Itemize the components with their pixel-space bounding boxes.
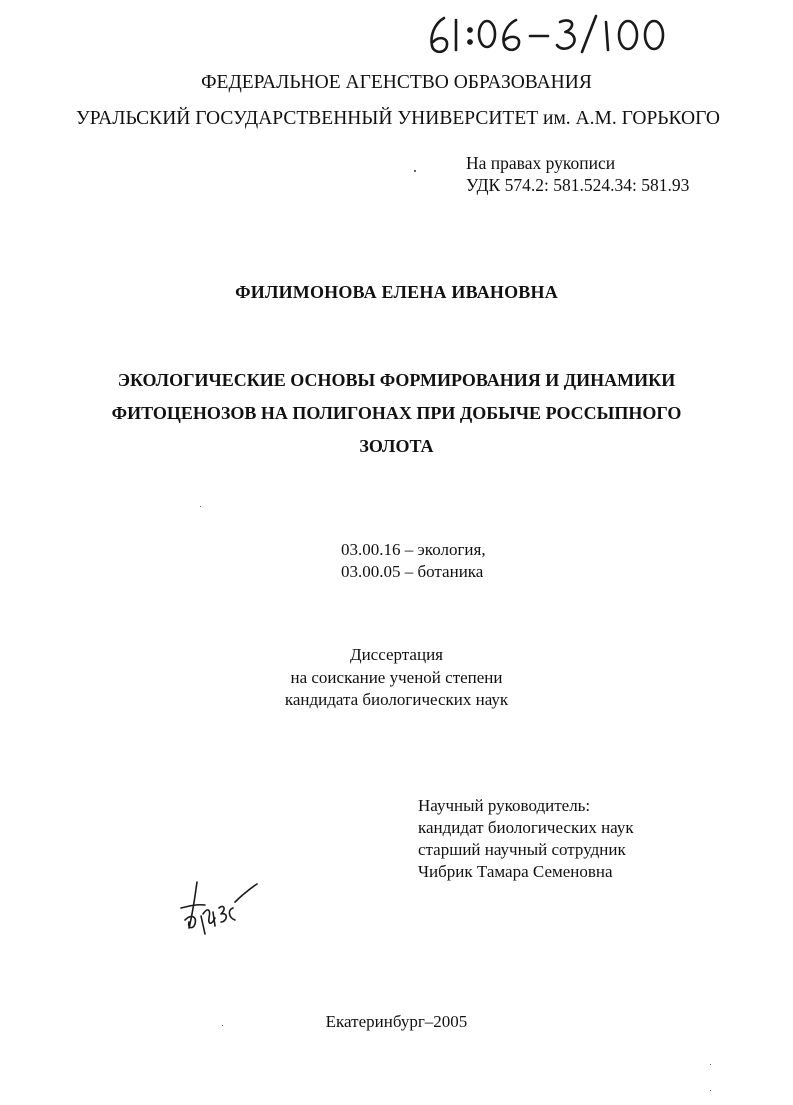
agency-name: ФЕДЕРАЛЬНОЕ АГЕНСТВО ОБРАЗОВАНИЯ: [201, 72, 592, 93]
title-line: ФИТОЦЕНОЗОВ НА ПОЛИГОНАХ ПРИ ДОБЫЧЕ РОССЫПНОГО: [111, 403, 682, 423]
stray-dot: [710, 1090, 711, 1091]
handwritten-archive-number: [420, 8, 690, 58]
dissertation-label: Диссертация: [349, 645, 443, 664]
author-name: ФИЛИМОНОВА ЕЛЕНА ИВАНОВНА: [235, 282, 558, 302]
stray-dot: [710, 1064, 711, 1065]
supervisor-degree: кандидат биологических наук: [418, 818, 634, 837]
stray-dot: [200, 506, 201, 507]
handwritten-signature: [175, 878, 265, 938]
degree-name: кандидата биологических наук: [284, 690, 509, 709]
title-line: ЭКОЛОГИЧЕСКИЕ ОСНОВЫ ФОРМИРОВАНИЯ И ДИНАМИКИ: [117, 370, 676, 390]
udc-code: УДК 574.2: 581.524.34: 581.93: [466, 175, 690, 195]
stray-dot: [414, 170, 416, 172]
dissertation-title: [90, 364, 703, 463]
specialty-code: 03.00.16 – экология,: [341, 540, 486, 559]
degree-purpose: на соискание ученой степени: [290, 668, 503, 687]
city-and-year: Екатеринбург–2005: [325, 1012, 468, 1031]
manuscript-rights-label: На правах рукописи: [466, 153, 616, 173]
specialty-code: 03.00.05 – ботаника: [341, 562, 484, 581]
supervisor-position: старший научный сотрудник: [418, 840, 626, 859]
supervisor-name: Чибрик Тамара Семеновна: [418, 862, 613, 881]
supervisor-heading: Научный руководитель:: [418, 796, 591, 815]
title-line: ЗОЛОТА: [359, 436, 434, 456]
university-name: УРАЛЬСКИЙ ГОСУДАРСТВЕННЫЙ УНИВЕРСИТЕТ им. А.М. ГОРЬКОГО: [76, 108, 720, 129]
